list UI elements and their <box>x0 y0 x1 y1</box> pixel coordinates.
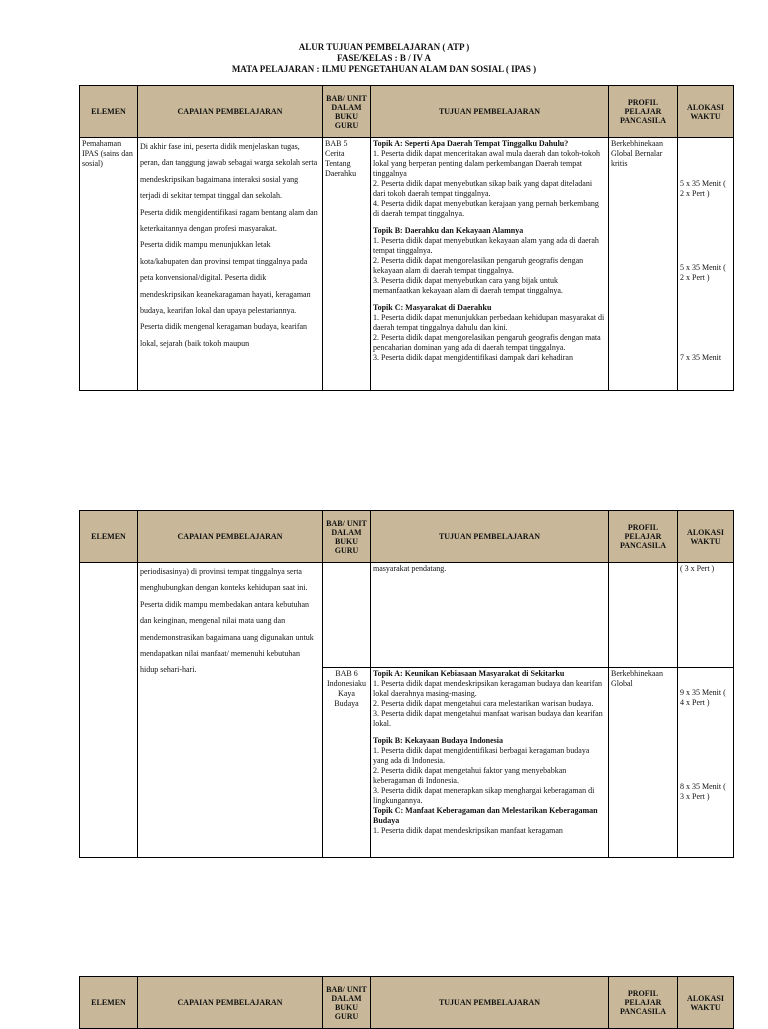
header-elemen: ELEMEN <box>80 977 138 1029</box>
table-row <box>80 563 734 668</box>
alokasi-cell <box>678 668 734 858</box>
alokasi-value: 5 x 35 Menit ( 2 x Pert ) <box>680 263 726 282</box>
topic-item: 3. Peserta didik dapat mengetahui manfaat warisan budaya dan kearifan lokal. <box>373 709 603 728</box>
header-capaian: CAPAIAN PEMBELAJARAN <box>138 511 323 563</box>
phase-class: FASE/KELAS : B / IV A <box>337 53 431 63</box>
topic-item: masyarakat pendatang. <box>373 564 447 573</box>
header-profil: PROFIL PELAJAR PANCASILA <box>609 86 678 138</box>
alokasi-value: 8 x 35 Menit ( 3 x Pert ) <box>680 782 726 801</box>
alokasi-value: 7 x 35 Menit <box>680 353 722 362</box>
tujuan-cell <box>371 138 609 391</box>
topic-title: Topik A: Seperti Apa Daerah Tempat Tinggalku Dahulu? <box>373 139 569 148</box>
header-capaian: CAPAIAN PEMBELAJARAN <box>138 977 323 1029</box>
header-alokasi: ALOKASI WAKTU <box>678 511 734 563</box>
topic-title: Topik A: Keunikan Kebiasaan Masyarakat di Sekitarku <box>373 669 565 678</box>
topic-item: 2. Peserta didik dapat mengorelasikan pengaruh geografis dengan kekayaan alam di daerah tempat tinggalnya. <box>373 256 584 275</box>
alokasi-value: ( 3 x Pert ) <box>680 564 715 573</box>
elemen-cell <box>80 563 138 858</box>
atp-table-3 <box>79 976 734 1029</box>
tujuan-cell <box>371 668 609 858</box>
profil-cell <box>609 668 678 858</box>
tujuan-cell <box>371 563 609 668</box>
topic-item: 4. Peserta didik dapat menyebutkan kerajaan yang pernah berkembang di daerah tempat tinggalnya. <box>373 199 599 218</box>
topic-item: 1. Peserta didik dapat mengidentifikasi berbagai keragaman budaya yang ada di Indonesia. <box>373 746 590 765</box>
capaian-paragraph: Peserta didik mengidentifikasi ragam bentang alam dan keterkaitannya dengan profesi masyarakat. <box>140 207 318 234</box>
alokasi-cell <box>678 138 734 391</box>
topic-item: 3. Peserta didik dapat menerapkan sikap menghargai keberagaman di lingkungannya. <box>373 786 595 805</box>
header-profil: PROFIL PELAJAR PANCASILA <box>609 511 678 563</box>
topic-item: 1. Peserta didik dapat mendeskripsikan manfaat keragaman <box>373 826 563 835</box>
header-tujuan: TUJUAN PEMBELAJARAN <box>371 977 609 1029</box>
alokasi-value: 9 x 35 Menit ( 4 x Pert ) <box>680 688 726 707</box>
subject-title: MATA PELAJARAN : ILMU PENGETAHUAN ALAM DAN SOSIAL ( IPAS ) <box>231 64 537 74</box>
atp-table-1 <box>79 85 734 391</box>
header-alokasi: ALOKASI WAKTU <box>678 977 734 1029</box>
topic-item: 1. Peserta didik dapat mendeskripsikan keragaman budaya dan kearifan lokal daerahnya masing-masing. <box>373 679 603 698</box>
profil-cell <box>609 138 678 391</box>
bab-cell <box>323 668 371 858</box>
table-header-row <box>80 511 734 563</box>
topic-item: 2. Peserta didik dapat menyebutkan sikap baik yang dapat diteladani dari tokoh daerah tempat tinggalnya. <box>373 179 593 198</box>
header-tujuan: TUJUAN PEMBELAJARAN <box>371 511 609 563</box>
bab-text: BAB 5 Cerita Tentang Daerahku <box>325 139 357 178</box>
header-capaian: CAPAIAN PEMBELAJARAN <box>138 86 323 138</box>
topic-title: Topik C: Masyarakat di Daerahku <box>373 303 492 312</box>
topic-item: 2. Peserta didik dapat mengetahui faktor yang menyebabkan keberagaman di Indonesia. <box>373 766 567 785</box>
topic-item: 3. Peserta didik dapat menyebutkan cara yang bijak untuk memanfaatkan kekayaan alam di daerah tempat tinggalnya. <box>373 276 563 295</box>
header-tujuan: TUJUAN PEMBELAJARAN <box>371 86 609 138</box>
header-profil: PROFIL PELAJAR PANCASILA <box>609 977 678 1029</box>
capaian-paragraph: periodisasinya) di provinsi tempat tinggalnya serta menghubungkan dengan konteks kehidupan saat ini. <box>140 567 308 593</box>
header-elemen: ELEMEN <box>80 511 138 563</box>
capaian-cell <box>138 563 323 858</box>
topic-item: 1. Peserta didik dapat menceritakan awal mula daerah dan tokoh-tokoh lokal yang berperan penting dalam perkembangan Daerah tempat tinggalnya <box>373 149 601 178</box>
header-elemen: ELEMEN <box>80 86 138 138</box>
topic-item: 3. Peserta didik dapat mengidentifikasi dampak dari kehadiran <box>373 353 573 362</box>
capaian-paragraph: Di akhir fase ini, peserta didik menjelaskan tugas, peran, dan tanggung jawab sebagai warga sekolah serta mendeskripsikan bagaimana interaksi sosial yang terjadi di sekitar tempat tinggal dan sekolah. <box>140 142 318 201</box>
topic-title: Topik B: Kekayaan Budaya Indonesia <box>373 736 503 745</box>
header-bab: BAB/ UNIT DALAM BUKU GURU <box>323 977 371 1029</box>
topic-title: Topik C: Manfaat Keberagaman dan Melestarikan Keberagaman Budaya <box>373 806 598 825</box>
elemen-text: Pemahaman IPAS (sains dan sosial) <box>82 139 133 168</box>
bab-cell <box>323 138 371 391</box>
capaian-cell <box>138 138 323 391</box>
profil-cell <box>609 563 678 668</box>
alokasi-cell <box>678 563 734 668</box>
capaian-paragraph: Peserta didik mampu menunjukkan letak kota/kabupaten dan provinsi tempat tinggalnya pada peta konvensional/digital. Peserta didik mendeskripsikan keanekaragaman hayati, keragaman budaya, kearifan lokal dan upaya pelestariannya. <box>140 240 311 316</box>
profil-text: Berkebhinekaan Global <box>611 669 663 688</box>
table-row <box>80 138 734 391</box>
profil-text: Berkebhinekaan Global Bernalar kritis <box>611 139 663 168</box>
document-header <box>0 42 768 75</box>
bab-cell <box>323 563 371 668</box>
elemen-cell <box>80 138 138 391</box>
topic-title: Topik B: Daerahku dan Kekayaan Alamnya <box>373 226 524 235</box>
table-header-row <box>80 977 734 1029</box>
topic-item: 1. Peserta didik dapat menunjukkan perbedaan kehidupan masyarakat di daerah tempat tinggalnya dahulu dan kini. <box>373 313 605 332</box>
bab-text: BAB 6 Indonesiaku Kaya Budaya <box>326 669 367 708</box>
document-title: ALUR TUJUAN PEMBELAJARAN ( ATP ) <box>298 42 470 52</box>
capaian-paragraph: Peserta didik mengenal keragaman budaya, kearifan lokal, sejarah (baik tokoh maupun <box>140 322 308 348</box>
topic-item: 1. Peserta didik dapat menyebutkan kekayaan alam yang ada di daerah tempat tinggalnya. <box>373 236 599 255</box>
header-alokasi: ALOKASI WAKTU <box>678 86 734 138</box>
capaian-paragraph: Peserta didik mampu membedakan antara kebutuhan dan keinginan, mengenal nilai mata uang dan mendemonstrasikan bagaimana uang digunakan untuk mendapatkan nilai manfaat/ memenuhi kebutuhan hidup sehari-hari. <box>140 599 314 675</box>
topic-item: 2. Peserta didik dapat mengorelasikan pengaruh geografis dengan mata pencaharian dominan yang ada di daerah tempat tinggalnya. <box>373 333 601 352</box>
table-header-row <box>80 86 734 138</box>
alokasi-value: 5 x 35 Menit ( 2 x Pert ) <box>680 179 726 198</box>
topic-item: 2. Peserta didik dapat mengetahui cara melestarikan warisan budaya. <box>373 699 594 708</box>
atp-table-2 <box>79 510 734 858</box>
header-bab: BAB/ UNIT DALAM BUKU GURU <box>323 86 371 138</box>
header-bab: BAB/ UNIT DALAM BUKU GURU <box>323 511 371 563</box>
